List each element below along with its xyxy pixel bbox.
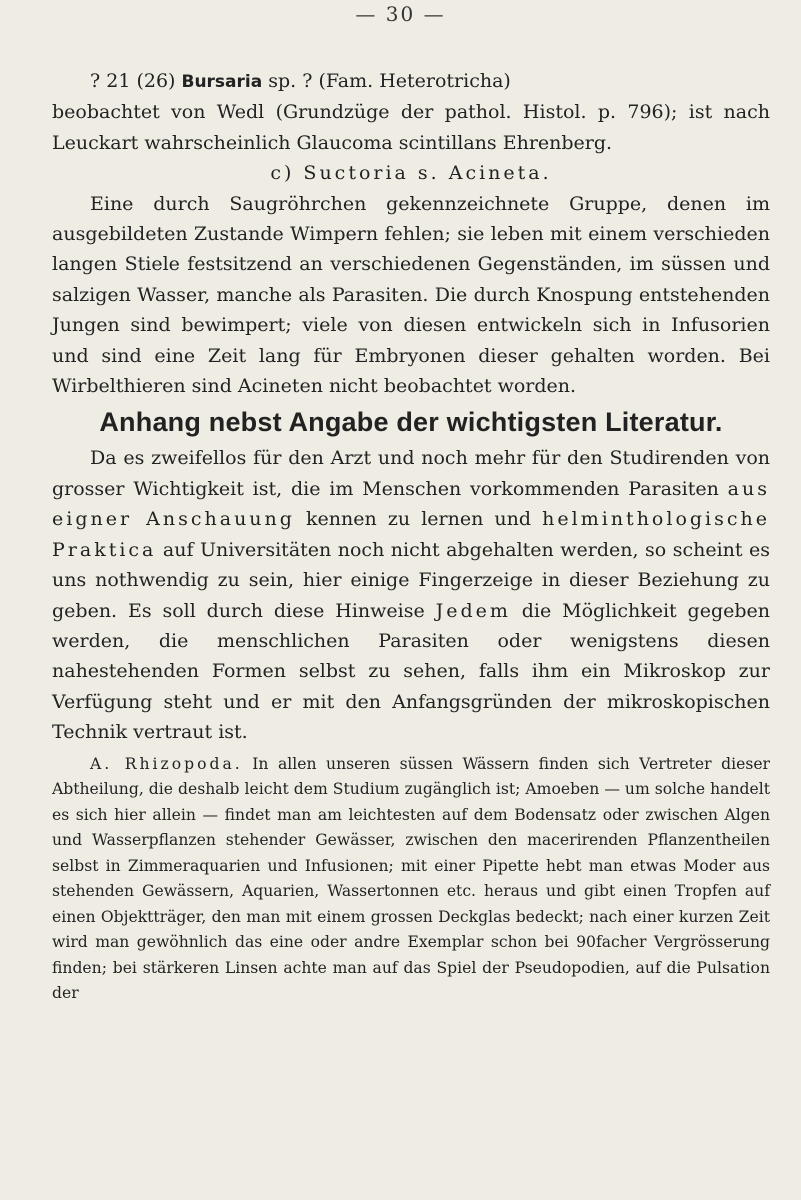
page-body bbox=[52, 66, 770, 1007]
bursaria-entry bbox=[52, 66, 770, 158]
appendix-emphasis-1: aus eigner Anschauung bbox=[52, 477, 770, 531]
appendix-emphasis-3: Jedem bbox=[435, 599, 511, 622]
genus-name: Bursaria bbox=[181, 72, 263, 92]
appendix-text-a: Da es zweifellos für den Arzt und noch mehr für den Studirenden von grosser Wichtigkeit ist, die im Menschen vorkommenden Parasiten bbox=[52, 447, 770, 500]
rhizopoda-paragraph bbox=[52, 752, 770, 1007]
entry-rest: sp. ? (Fam. Heterotricha) bbox=[262, 70, 511, 92]
appendix-text-b: kennen zu lernen und bbox=[294, 508, 543, 531]
rhizopoda-label: A. Rhizopoda. bbox=[90, 754, 243, 773]
rhizopoda-section bbox=[52, 752, 770, 1007]
appendix-text-c: auf Universitäten noch nicht abgehalten werden, so scheint es uns nothwendig zu sein, hier einige Fingerzeige in dieser Beziehung zu geben. Es soll durch diese Hinweise bbox=[52, 538, 770, 622]
suctoria-paragraph: Eine durch Saugröhrchen gekennzeichnete Gruppe, denen im ausgebildeten Zustande Wimpern fehlen; sie leben mit einem verschieden langen Stiele festsitzend an verschiedenen Gegenständen, im süssen und salzigen Wasser, manche als Parasiten. Die durch Knospung entstehenden Jungen sind bewimpert; viele von diesen entwickeln sich in Infusorien und sind eine Zeit lang für Embryonen dieser gehalten worden. Bei Wirbelthieren sind Acineten nicht beobachtet worden. bbox=[52, 192, 770, 398]
appendix-text-d: die Möglichkeit gegeben werden, die menschlichen Parasiten oder wenigstens diesen nahestehenden Formen selbst zu sehen, falls ihm ein Mikroskop zur Verfügung steht und er mit den Anfangsgründen der mikroskopischen Technik vertraut ist. bbox=[52, 599, 771, 744]
entry-text: beobachtet von Wedl (Grundzüge der pathol. Histol. p. 796); ist nach Leuckart wahrscheinlich Glaucoma scintillans Ehrenberg. bbox=[52, 101, 770, 154]
rhizopoda-text: In allen unseren süssen Wässern finden sich Vertreter dieser Abtheilung, die deshalb leicht dem Studium zugänglich ist; Amoeben — um solche handelt es sich hier allein — findet man am leichtesten auf dem Bodensatz oder zwischen Algen und Wasserpflanzen stehender Gewässer, zwischen den macerirenden Pflanzentheilen selbst in Zimmeraquarien und Infusionen; mit einer Pipette hebt man etwas Moder aus stehenden Gewässern, Aquarien, Wassertonnen etc. heraus und gibt einen Tropfen auf einen Objektträger, den man mit einem grossen Deckglas bedeckt; nach einer kurzen Zeit wird man gewöhnlich das eine oder andre Exemplar schon bei 90facher Vergrösserung finden; bei stärkeren Linsen achte man auf das Spiel der Pseudopodien, auf die Pulsation der bbox=[52, 754, 771, 1003]
section-heading-suctoria: c) Suctoria s. Acineta. bbox=[270, 162, 552, 185]
page-number: — 30 — bbox=[355, 2, 446, 26]
appendix-paragraph bbox=[52, 443, 770, 747]
appendix-heading: Anhang nebst Angabe der wichtigsten Literatur. bbox=[99, 407, 723, 438]
appendix-emphasis-2: helminthologische Praktica bbox=[52, 508, 770, 561]
entry-prefix: ? 21 (26) bbox=[90, 70, 182, 92]
